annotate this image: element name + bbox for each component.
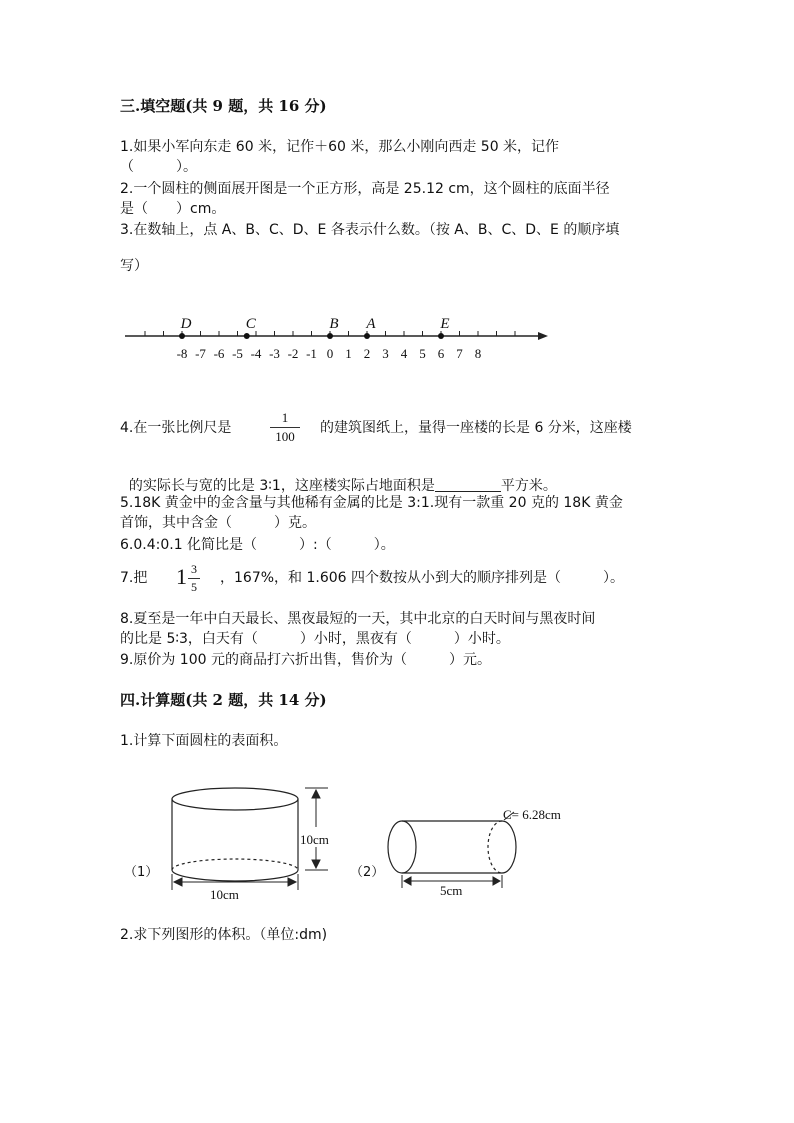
number-line-tick-label: -8	[176, 346, 188, 361]
number-line-tick-label: -6	[213, 346, 225, 361]
number-line-tick-label: -4	[250, 346, 262, 361]
question-4-line-1a: 4.在一张比例尺是	[120, 420, 232, 436]
number-line-point-b	[327, 333, 333, 339]
question-4-text: 的实际长与宽的比是 3∶1，这座楼实际占地面积是	[128, 478, 435, 494]
question-4-line-1b: 的建筑图纸上，量得一座楼的长是 6 分米，这座楼	[320, 420, 632, 436]
number-line-tick-label: 8	[474, 346, 482, 361]
number-line-tick-label: -7	[195, 346, 206, 361]
number-line-tick-label: 1	[345, 346, 352, 361]
mixed-number-numerator: 3	[191, 562, 197, 576]
question-8-line-2: 的比是 5∶3，白天有（ ）小时，黑夜有（ ）小时。	[120, 631, 510, 647]
question-8-line-1: 8.夏至是一年中白天最长、黑夜最短的一天，其中北京的白天时间与黑夜时间	[120, 611, 596, 627]
question-7-prefix: 7.把	[120, 570, 148, 586]
mixed-number-fraction	[188, 562, 200, 595]
scale-fraction-numerator: 1	[281, 410, 289, 425]
question-7-text: ，167%，和 1.606 四个数按从小到大的顺序排列是（ ）。	[220, 570, 625, 586]
scale-fraction-denominator: 100	[275, 429, 295, 444]
number-line-point-label-a: A	[366, 316, 376, 332]
section-4-question-1: 1.计算下面圆柱的表面积。	[120, 733, 288, 749]
number-line-point-e	[438, 333, 444, 339]
number-line-point-d	[179, 333, 185, 339]
mixed-number-denominator: 5	[191, 580, 197, 594]
number-line-tick-label: 7	[456, 346, 463, 361]
cylinder-1-height-label: 10cm	[300, 832, 329, 847]
section-4-title: 四.计算题(共 2 题，共 14 分)	[120, 691, 327, 709]
number-line-tick-label: 2	[363, 346, 371, 361]
answer-blank[interactable]	[435, 477, 501, 492]
cylinder-1-diameter-label: 10cm	[210, 887, 239, 902]
cylinder-2-circumference-label: C= 6.28cm	[503, 807, 561, 822]
number-line-point-label-c: C	[245, 316, 256, 332]
question-1-line-1: 1.如果小军向东走 60 米，记作＋60 米，那么小刚向西走 50 米，记作	[120, 139, 560, 155]
question-1-line-2: （ ）。	[120, 159, 197, 175]
number-line-axis	[125, 332, 548, 340]
question-4-line-2	[120, 456, 557, 496]
number-line-tick-label: 4	[400, 346, 408, 361]
number-line-point-label-b: B	[329, 316, 339, 332]
number-line-point-label-e: E	[440, 316, 450, 332]
scale-fraction	[270, 410, 300, 445]
section-3-title: 三.填空题(共 9 题，共 16 分)	[120, 97, 327, 115]
cylinder-1-height-dimension	[305, 788, 328, 870]
question-3-line-2: 写）	[120, 258, 148, 274]
number-line-tick-label: 6	[437, 346, 445, 361]
question-2-line-1: 2.一个圆柱的侧面展开图是一个正方形，高是 25.12 cm，这个圆柱的底面半径	[120, 181, 610, 197]
number-line-point-c	[244, 333, 250, 339]
number-line-point-label-d: D	[180, 316, 192, 332]
number-line-figure	[120, 308, 560, 368]
number-line-tick-label: -3	[269, 346, 280, 361]
figure-1-index: （1）	[124, 865, 159, 880]
question-3-line-1: 3.在数轴上，点 A、B、C、D、E 各表示什么数。（按 A、B、C、D、E 的顺序填	[120, 222, 620, 238]
figure-2-index: （2）	[350, 865, 385, 880]
number-line-point-a	[364, 333, 370, 339]
cylinder-2-body	[388, 821, 516, 873]
cylinder-1-body	[172, 788, 298, 881]
question-9: 9.原价为 100 元的商品打六折出售，售价为（ ）元。	[120, 652, 491, 668]
question-6: 6.0.4:0.1 化简比是（ ）:（ ）。	[120, 537, 395, 553]
cylinder-2-length-label: 5cm	[440, 883, 463, 898]
number-line-tick-label: 5	[419, 346, 426, 361]
number-line-tick-label: -1	[306, 346, 317, 361]
question-5-line-1: 5.18K 黄金中的金含量与其他稀有金属的比是 3:1.现有一款重 20 克的 18K 黄金	[120, 495, 623, 511]
mixed-number-whole: 1	[176, 564, 187, 589]
number-line-tick-label: -2	[287, 346, 299, 361]
section-4-question-2: 2.求下列图形的体积。（单位:dm)	[120, 927, 328, 943]
question-4-unit: 平方米。	[500, 478, 557, 494]
number-line-tick-label: -5	[232, 346, 243, 361]
question-5-line-2: 首饰，其中含金（ ）克。	[120, 515, 316, 531]
number-line-tick-label: 0	[326, 346, 334, 361]
cylinder-figure-1	[160, 782, 370, 902]
number-line-tick-label: 3	[382, 346, 389, 361]
question-2-line-2: 是（ ）cm。	[120, 201, 226, 217]
